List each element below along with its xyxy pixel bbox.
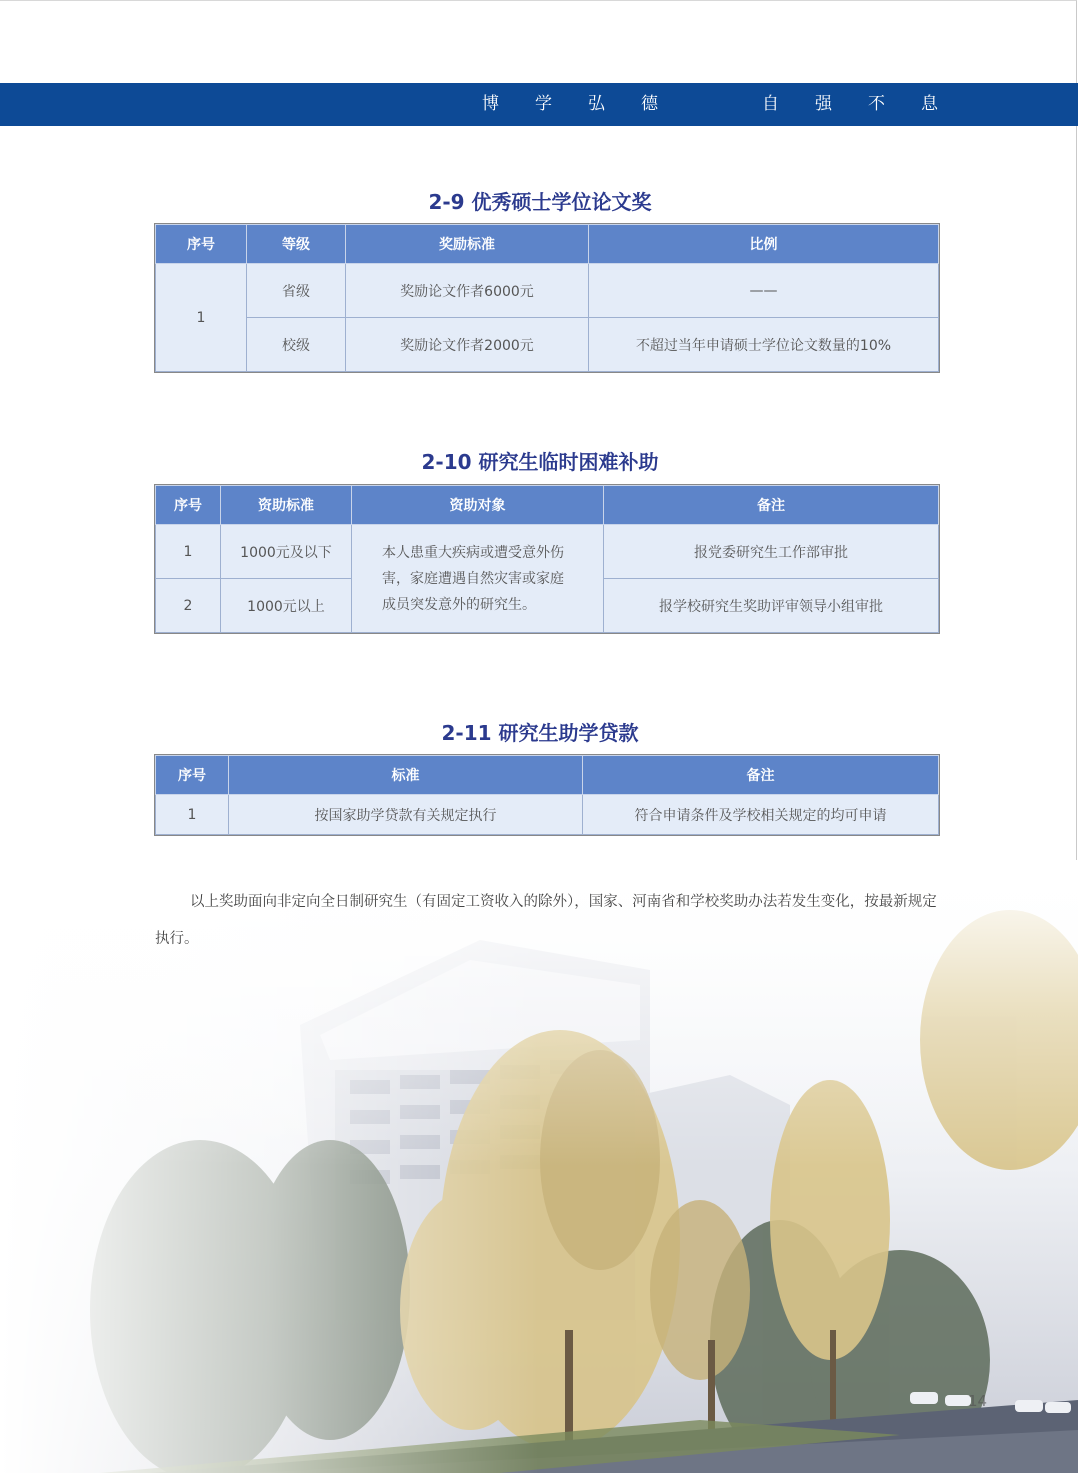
footnote: 以上奖助面向非定向全日制研究生（有固定工资收入的除外），国家、河南省和学校奖助办法若发生变化，按最新规定执行。 <box>155 894 937 947</box>
table-thesis-award <box>155 224 939 372</box>
cell-seq: 1 <box>156 264 247 372</box>
cell-seq: 1 <box>156 525 221 579</box>
table-row <box>156 264 939 318</box>
cell-standard: 奖励论文作者2000元 <box>346 318 589 372</box>
table-header-row <box>156 225 939 264</box>
cell-standard: 1000元及以下 <box>221 525 352 579</box>
cell-standard: 奖励论文作者6000元 <box>346 264 589 318</box>
cell-ratio: —— <box>589 264 939 318</box>
cell-ratio: 不超过当年申请硕士学位论文数量的10% <box>589 318 939 372</box>
cell-standard: 1000元以上 <box>221 579 352 633</box>
page-number: 14 <box>968 1392 988 1410</box>
column-header: 奖励标准 <box>346 225 589 264</box>
motto-char: 博 <box>482 94 499 114</box>
motto-char: 学 <box>535 94 552 114</box>
cell-standard: 按国家助学贷款有关规定执行 <box>229 795 583 835</box>
table-row <box>156 525 939 579</box>
cell-note: 报党委研究生工作部审批 <box>604 525 939 579</box>
column-header: 等级 <box>247 225 346 264</box>
column-header: 资助标准 <box>221 486 352 525</box>
column-header: 备注 <box>583 756 939 795</box>
table-header-row <box>156 486 939 525</box>
column-header: 资助对象 <box>352 486 604 525</box>
table-row <box>156 795 939 835</box>
header-banner <box>0 83 1078 126</box>
table-row <box>156 318 939 372</box>
cell-seq: 2 <box>156 579 221 633</box>
motto-char: 弘 <box>588 94 605 114</box>
section-title-2-10: 2-10 研究生临时困难补助 <box>421 450 659 474</box>
table-student-loan <box>155 755 939 835</box>
column-header: 标准 <box>229 756 583 795</box>
column-header: 序号 <box>156 756 229 795</box>
motto-char: 不 <box>868 94 885 114</box>
column-header: 序号 <box>156 486 221 525</box>
motto-char: 自 <box>762 94 779 114</box>
motto-char: 强 <box>815 94 832 114</box>
motto-left <box>482 83 694 126</box>
table-header-row <box>156 756 939 795</box>
cell-note: 报学校研究生奖助评审领导小组审批 <box>604 579 939 633</box>
motto-char: 息 <box>921 94 938 114</box>
cell-note: 符合申请条件及学校相关规定的均可申请 <box>583 795 939 835</box>
cell-target: 本人患重大疾病或遭受意外伤害，家庭遭遇自然灾害或家庭成员突发意外的研究生。 <box>352 525 604 633</box>
column-header: 备注 <box>604 486 939 525</box>
column-header: 序号 <box>156 225 247 264</box>
motto-right <box>762 83 974 126</box>
cell-seq: 1 <box>156 795 229 835</box>
motto-char: 德 <box>641 94 658 114</box>
section-title-2-11: 2-11 研究生助学贷款 <box>441 721 639 745</box>
column-header: 比例 <box>589 225 939 264</box>
cell-level: 省级 <box>247 264 346 318</box>
section-title-2-9: 2-9 优秀硕士学位论文奖 <box>428 190 652 214</box>
cell-level: 校级 <box>247 318 346 372</box>
table-hardship-aid <box>155 485 939 633</box>
